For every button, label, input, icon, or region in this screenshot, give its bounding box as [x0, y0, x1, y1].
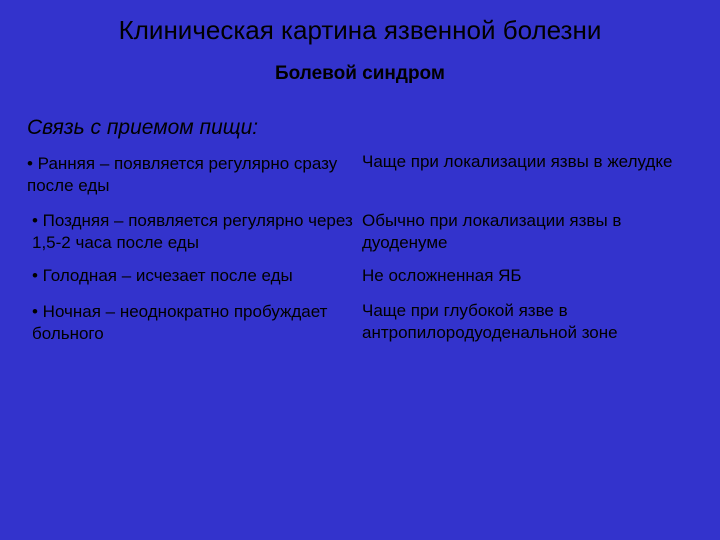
pain-type-hunger: • Голодная – исчезает после еды [32, 266, 293, 285]
pain-type-late: • Поздняя – появляется регулярно через 1,5-2 часа после еды [32, 211, 353, 252]
localization-night: Чаще при глубокой язве в антропилородуоденальной зоне [362, 301, 618, 342]
slide-subtitle: Болевой синдром [275, 63, 445, 84]
slide-title: Клиническая картина язвенной болезни [118, 15, 602, 45]
localization-late: Обычно при локализации язвы в дуоденуме [362, 211, 622, 252]
localization-hunger: Не осложненная ЯБ [362, 266, 522, 285]
section-heading: Связь с приемом пищи: [27, 116, 259, 139]
localization-early: Чаще при локализации язвы в желудке [362, 152, 673, 171]
pain-type-night: • Ночная – неоднократно пробуждает больного [32, 302, 328, 343]
pain-type-early: • Ранняя – появляется регулярно сразу после еды [27, 154, 338, 195]
